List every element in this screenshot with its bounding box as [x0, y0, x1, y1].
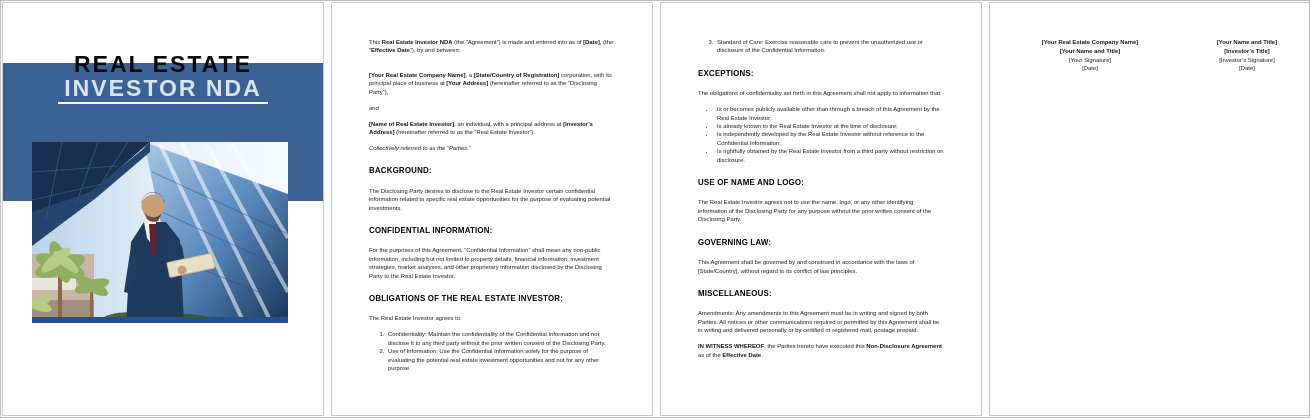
cover-title-line1: REAL ESTATE	[74, 51, 252, 77]
text-segment: [Name of Real Estate Investor]	[369, 121, 455, 128]
list-item: 2. Use of Information: Use the Confidential Information solely for the purpose of evaluating the potential real estate investment opportunities and not for any other purpose.	[386, 348, 615, 373]
text-segment: , a	[465, 72, 474, 79]
text-segment: This	[369, 40, 382, 46]
signature-line: [Investor’s Signature]	[1219, 57, 1275, 64]
paragraph: The Real Estate Investor agrees to:	[369, 316, 462, 323]
signature-column-right	[1173, 39, 1310, 74]
page-3[interactable]	[660, 2, 982, 416]
list-item: 1. Confidentiality: Maintain the confidentiality of the Confidential Information and not disclose it to any third party without the prior written consent of the Disclosing Party.	[386, 331, 615, 348]
list-item: • Is or becomes publicly available other than through a breach of this Agreement by the Real Estate Investor;	[715, 106, 944, 123]
page-1-cover[interactable]	[2, 2, 324, 416]
text-segment: Effective Date	[722, 352, 762, 359]
section-heading: EXCEPTIONS:	[698, 68, 754, 78]
text-segment: ”), by and between:	[409, 48, 461, 55]
paragraph	[698, 343, 944, 360]
spacer	[369, 63, 615, 71]
signature-line: [Your Signature]	[1068, 57, 1112, 64]
section-heading: MISCELLANEOUS:	[698, 288, 772, 298]
page-2-content	[332, 3, 652, 415]
signature-line: [Your Name and Title]	[1059, 48, 1121, 55]
paragraph: and	[369, 105, 379, 112]
cover-title-line2: INVESTOR NDA	[58, 76, 267, 104]
signature-line: [Your Real Estate Company Name]	[1041, 40, 1139, 46]
text-segment: Real Estate Investor NDA	[381, 40, 453, 46]
text-segment: corporation, with its principal place of business at	[369, 72, 612, 88]
section-heading: OBLIGATIONS OF THE REAL ESTATE INVESTOR:	[369, 293, 564, 303]
text-segment: as of the	[698, 352, 723, 359]
paragraph	[369, 72, 615, 97]
paragraph: For the purposes of this Agreement, “Confidential Information” shall mean any non-public information, including but not limited to property details, financial information, investment strategies, market analyses, and other proprietary information disclosed by the Disclosing Party to the Real Estate Investor.	[369, 248, 602, 280]
section-heading: CONFIDENTIAL INFORMATION:	[369, 225, 493, 235]
text-segment: Non-Disclosure Agreement	[866, 344, 943, 351]
section-heading: BACKGROUND:	[369, 166, 432, 176]
bullet-list	[698, 106, 944, 165]
paragraph: The obligations of confidentiality set forth in this Agreement shall not apply to information that:	[698, 91, 942, 98]
paragraph: Collectively referred to as the “Parties.”	[369, 145, 471, 152]
paragraph: The Disclosing Party desires to disclose to the Real Estate Investor certain confidential information related to specific real estate opportunities for the purpose of evaluating potential investments.	[369, 188, 611, 212]
signature-block	[1027, 39, 1278, 99]
paragraph: Amendments: Any amendments to this Agreement must be in writing and signed by both Parties. All notices or other communications required or permitted by this Agreement shall be in writing and delivered personally or by certified or registered mail, postage prepaid.	[698, 311, 940, 335]
page-3-content	[661, 3, 981, 415]
text-segment: .	[761, 352, 763, 359]
text-segment: [Investor’s Address]	[369, 121, 593, 136]
list-item: 3. Standard of Care: Exercise reasonable care to prevent the unauthorized use or disclosure of the Confidential Information.	[715, 39, 944, 56]
text-segment: (hereinafter referred to as the “Real Estate Investor”).	[394, 129, 536, 136]
signature-line: [Your Name and Title]	[1216, 40, 1278, 46]
text-segment: [Date]	[583, 40, 600, 46]
text-segment: IN WITNESS WHEREOF	[698, 344, 765, 351]
text-segment: [Your Address]	[446, 81, 489, 88]
text-segment: [State/Country of Registration]	[473, 72, 560, 79]
section-heading: GOVERNING LAW:	[698, 237, 772, 247]
text-segment: (the “Agreement”) is made and entered into as of	[452, 40, 584, 46]
numbered-list	[369, 331, 615, 373]
text-segment: Effective Date	[370, 48, 410, 55]
signature-line: [Investor’s Title]	[1224, 48, 1270, 55]
text-segment: [Your Real Estate Company Name]	[369, 72, 466, 79]
list-item: • Is independently developed by the Real Estate Investor without reference to the Confidential Information;	[715, 131, 944, 148]
cover-photo	[32, 142, 288, 323]
text-segment: (hereinafter referred to as the “Disclosing Party”),	[369, 81, 597, 96]
cover-title	[3, 52, 323, 104]
section-heading: USE OF NAME AND LOGO:	[698, 178, 805, 188]
text-segment: , (the “	[369, 40, 614, 55]
text-segment: , an individual, with a principal address at	[454, 121, 564, 128]
paragraph	[369, 39, 615, 56]
page-4-signatures[interactable]	[989, 2, 1310, 416]
signature-line: [Date]	[1082, 66, 1098, 73]
paragraph	[369, 121, 615, 138]
signature-column-left	[1015, 39, 1165, 74]
signature-line: [Date]	[1239, 66, 1255, 73]
photo-bottom-strip	[32, 317, 288, 323]
numbered-list	[698, 39, 944, 56]
paragraph: The Real Estate Investor agrees not to use the name, logo, or any other identifying information of the Disclosing Party for any purpose without the prior written consent of the Disclosing Party.	[698, 200, 932, 224]
paragraph: This Agreement shall be governed by and construed in accordance with the laws of [State/Country], without regard to its conflict of law principles.	[698, 260, 915, 275]
text-segment: , the Parties hereto have executed this	[764, 344, 867, 351]
page-4-content	[990, 3, 1310, 415]
list-item: • Is rightfully obtained by the Real Estate Investor from a third party without restriction on disclosure.	[715, 148, 944, 165]
page-2[interactable]	[331, 2, 653, 416]
list-item: • Is already known to the Real Estate Investor at the time of disclosure;	[715, 123, 944, 131]
